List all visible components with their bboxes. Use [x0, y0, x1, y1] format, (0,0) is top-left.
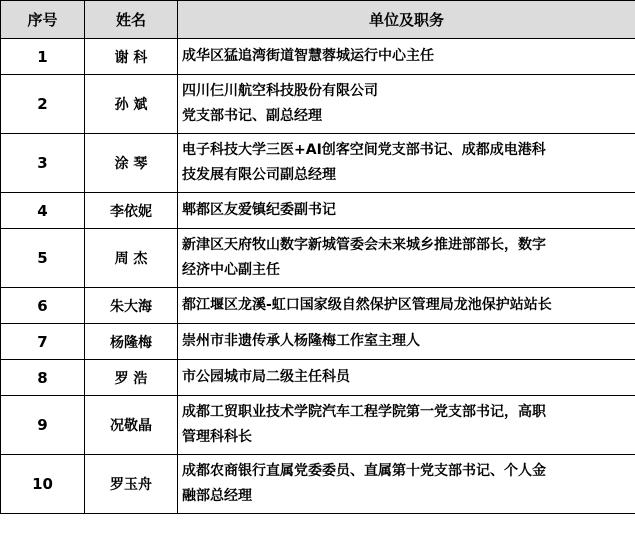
header-unit-position: 单位及职务	[178, 1, 635, 39]
table-row	[1, 288, 635, 324]
unit-line: 都江堰区龙溪-虹口国家级自然保护区管理局龙池保护站站长	[182, 297, 552, 313]
unit-line: 市公园城市局二级主任科员	[182, 369, 350, 385]
row-name: 孙 斌	[85, 75, 178, 134]
unit-line: 融部总经理	[182, 488, 252, 504]
row-name: 谢 科	[85, 39, 178, 75]
unit-line: 成都工贸职业技术学院汽车工程学院第一党支部书记，高职	[182, 404, 546, 420]
row-number: 9	[1, 396, 85, 455]
table-row	[1, 396, 635, 455]
header-number: 序号	[1, 1, 85, 39]
row-unit-position	[178, 396, 635, 455]
row-number: 10	[1, 455, 85, 514]
row-name: 罗 浩	[85, 360, 178, 396]
table-row	[1, 229, 635, 288]
row-unit-position	[178, 39, 635, 75]
table-row	[1, 360, 635, 396]
header-name: 姓名	[85, 1, 178, 39]
unit-line: 崇州市非遗传承人杨隆梅工作室主理人	[182, 333, 420, 349]
row-name: 况敬晶	[85, 396, 178, 455]
row-name: 杨隆梅	[85, 324, 178, 360]
unit-line: 成都农商银行直属党委委员、直属第十党支部书记、个人金	[182, 463, 546, 479]
row-unit-position	[178, 134, 635, 193]
row-unit-position	[178, 75, 635, 134]
row-number: 5	[1, 229, 85, 288]
table-row	[1, 75, 635, 134]
row-number: 8	[1, 360, 85, 396]
row-number: 7	[1, 324, 85, 360]
row-unit-position	[178, 193, 635, 229]
row-name: 周 杰	[85, 229, 178, 288]
row-unit-position	[178, 455, 635, 514]
row-number: 6	[1, 288, 85, 324]
row-name: 罗玉舟	[85, 455, 178, 514]
row-name: 李依妮	[85, 193, 178, 229]
row-unit-position	[178, 324, 635, 360]
row-unit-position	[178, 229, 635, 288]
unit-line: 党支部书记、副总经理	[182, 108, 322, 124]
unit-line: 成华区猛追湾街道智慧蓉城运行中心主任	[182, 48, 434, 64]
table-row	[1, 39, 635, 75]
unit-line: 电子科技大学三医+AI创客空间党支部书记、成都成电港科	[182, 142, 546, 158]
row-number: 3	[1, 134, 85, 193]
table-row	[1, 455, 635, 514]
table-row	[1, 193, 635, 229]
unit-line: 新津区天府牧山数字新城管委会未来城乡推进部部长，数字	[182, 237, 546, 253]
unit-line: 四川仨川航空科技股份有限公司	[182, 83, 378, 99]
row-number: 4	[1, 193, 85, 229]
unit-line: 郫都区友爱镇纪委副书记	[182, 202, 336, 218]
unit-line: 管理科科长	[182, 429, 252, 445]
table-header-row	[1, 1, 635, 39]
unit-line: 技发展有限公司副总经理	[182, 167, 336, 183]
row-unit-position	[178, 288, 635, 324]
row-unit-position	[178, 360, 635, 396]
row-name: 涂 琴	[85, 134, 178, 193]
table-row	[1, 324, 635, 360]
table-row	[1, 134, 635, 193]
unit-line: 经济中心副主任	[182, 262, 280, 278]
row-number: 1	[1, 39, 85, 75]
row-name: 朱大海	[85, 288, 178, 324]
row-number: 2	[1, 75, 85, 134]
